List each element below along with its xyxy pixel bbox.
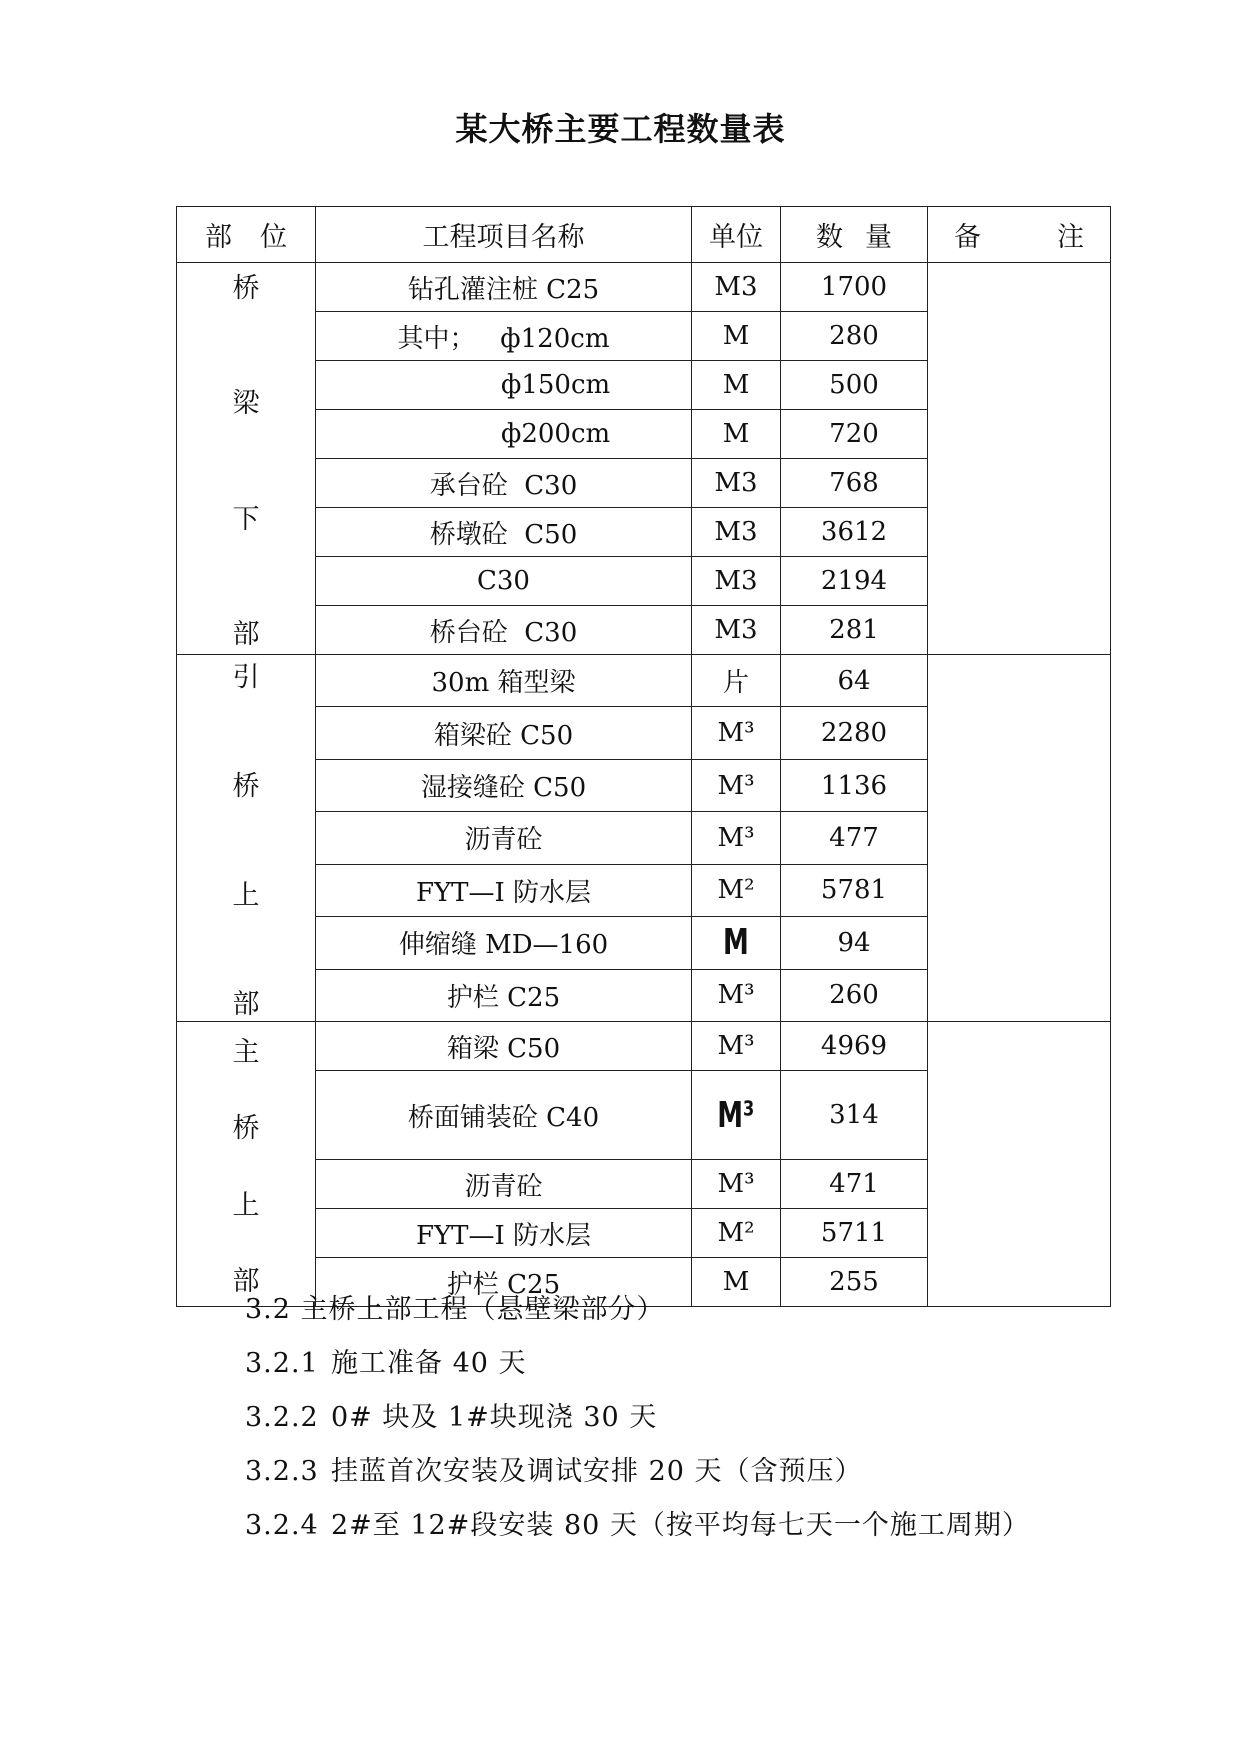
part-char: 主 — [232, 1036, 260, 1068]
item-name: 30m 箱型梁 — [316, 655, 692, 707]
item-unit: M3 — [692, 606, 781, 655]
item-qty: 3612 — [781, 508, 928, 557]
item-unit: M³ — [692, 969, 781, 1021]
part-cell-main-superstructure — [177, 1022, 316, 1307]
part-char: 部 — [232, 989, 260, 1020]
item-name: C30 — [316, 557, 692, 606]
item-qty: 64 — [781, 655, 928, 707]
item-name: 护栏 C25 — [316, 1258, 692, 1307]
item-unit: M² — [692, 864, 781, 916]
item-name: 沥青砼 — [316, 812, 692, 864]
header-note-b: 注 — [1057, 222, 1084, 253]
item-name: 桥台砼 C30 — [316, 606, 692, 655]
item-unit: M — [692, 361, 781, 410]
header-qty: 数量 — [781, 207, 928, 263]
item-name — [316, 361, 692, 410]
part-char: 部 — [232, 1266, 260, 1298]
item-unit — [692, 917, 781, 969]
item-unit: M — [692, 410, 781, 459]
item-name: 箱梁砼 C50 — [316, 707, 692, 759]
item-unit: 片 — [692, 655, 781, 707]
quantity-table — [176, 206, 1111, 1307]
schedule-number: 3.2.1 — [245, 1348, 319, 1379]
item-qty: 2194 — [781, 557, 928, 606]
item-qty: 471 — [781, 1160, 928, 1209]
item-name: 护栏 C25 — [316, 969, 692, 1021]
item-name: 其中； ф120cm — [316, 312, 692, 361]
item-qty: 255 — [781, 1258, 928, 1307]
part-char: 桥 — [232, 771, 260, 802]
item-name: 钻孔灌注桩 C25 — [316, 263, 692, 312]
item-qty: 477 — [781, 812, 928, 864]
item-unit: M3 — [692, 459, 781, 508]
schedule-text-item: 施工准备 40 天 — [331, 1348, 527, 1379]
item-qty: 2280 — [781, 707, 928, 759]
item-name: FYT—I 防水层 — [316, 864, 692, 916]
item-qty: 5711 — [781, 1209, 928, 1258]
item-qty: 94 — [781, 917, 928, 969]
item-unit: M3 — [692, 557, 781, 606]
schedule-text — [245, 1283, 1030, 1553]
item-name: 桥面铺装砼 C40 — [316, 1071, 692, 1160]
item-qty: 5781 — [781, 864, 928, 916]
item-unit: M³ — [692, 1022, 781, 1071]
item-unit: M² — [692, 1209, 781, 1258]
unit-text: M³ — [717, 1094, 755, 1136]
schedule-number: 3.2.2 — [245, 1402, 319, 1433]
item-qty: 1700 — [781, 263, 928, 312]
item-unit: M³ — [692, 812, 781, 864]
item-name: 承台砼 C30 — [316, 459, 692, 508]
schedule-text-item: 0# 块及 1#块现浇 30 天 — [331, 1402, 658, 1433]
schedule-line — [245, 1391, 1030, 1445]
item-unit — [692, 1071, 781, 1160]
item-name: 沥青砼 — [316, 1160, 692, 1209]
note-cell — [928, 1022, 1111, 1307]
schedule-line — [245, 1337, 1030, 1391]
part-char: 引 — [232, 662, 260, 693]
item-unit: M — [692, 312, 781, 361]
unit-text: M — [723, 922, 749, 964]
item-name: 湿接缝砼 C50 — [316, 759, 692, 811]
item-unit: M — [692, 1258, 781, 1307]
item-unit: M³ — [692, 707, 781, 759]
item-name-text: ф150cm — [501, 370, 611, 400]
item-unit: M3 — [692, 508, 781, 557]
part-char: 桥 — [232, 273, 260, 305]
item-name: 桥墩砼 C50 — [316, 508, 692, 557]
item-qty: 314 — [781, 1071, 928, 1160]
part-char: 桥 — [232, 1113, 260, 1145]
item-qty: 720 — [781, 410, 928, 459]
part-char: 下 — [232, 503, 260, 535]
item-qty: 1136 — [781, 759, 928, 811]
schedule-text-item: 挂蓝首次安装及调试安排 20 天（含预压） — [331, 1456, 863, 1487]
table-header-row — [177, 207, 1111, 263]
item-name — [316, 410, 692, 459]
note-cell — [928, 263, 1111, 655]
table-row — [177, 1022, 1111, 1071]
item-name-text: ф200cm — [501, 419, 611, 449]
schedule-number: 3.2.4 — [245, 1510, 319, 1541]
item-unit: M³ — [692, 759, 781, 811]
header-note-a: 备 — [954, 222, 981, 253]
table-row — [177, 263, 1111, 312]
item-unit: M³ — [692, 1160, 781, 1209]
part-char: 部 — [232, 618, 260, 650]
item-qty: 4969 — [781, 1022, 928, 1071]
part-char: 上 — [232, 1189, 260, 1221]
item-name: 箱梁 C50 — [316, 1022, 692, 1071]
header-note — [928, 207, 1111, 263]
header-unit: 单位 — [692, 207, 781, 263]
schedule-line — [245, 1499, 1030, 1553]
header-part: 部位 — [177, 207, 316, 263]
item-qty: 280 — [781, 312, 928, 361]
part-char: 梁 — [232, 388, 260, 420]
item-qty: 768 — [781, 459, 928, 508]
part-cell-approach-superstructure — [177, 655, 316, 1022]
page-title: 某大桥主要工程数量表 — [455, 110, 786, 148]
header-name: 工程项目名称 — [316, 207, 692, 263]
part-char: 上 — [232, 880, 260, 911]
item-name: 伸缩缝 MD—160 — [316, 917, 692, 969]
item-qty: 281 — [781, 606, 928, 655]
section-heading: 3.2 主桥上部工程（悬壁梁部分） — [245, 1294, 665, 1325]
item-qty: 500 — [781, 361, 928, 410]
schedule-line — [245, 1445, 1030, 1499]
note-cell — [928, 655, 1111, 1022]
part-cell-substructure — [177, 263, 316, 655]
table-row — [177, 655, 1111, 707]
item-name: FYT—I 防水层 — [316, 1209, 692, 1258]
item-qty: 260 — [781, 969, 928, 1021]
item-unit: M3 — [692, 263, 781, 312]
schedule-number: 3.2.3 — [245, 1456, 319, 1487]
schedule-text-item: 2#至 12#段安装 80 天（按平均每七天一个施工周期） — [331, 1510, 1030, 1541]
